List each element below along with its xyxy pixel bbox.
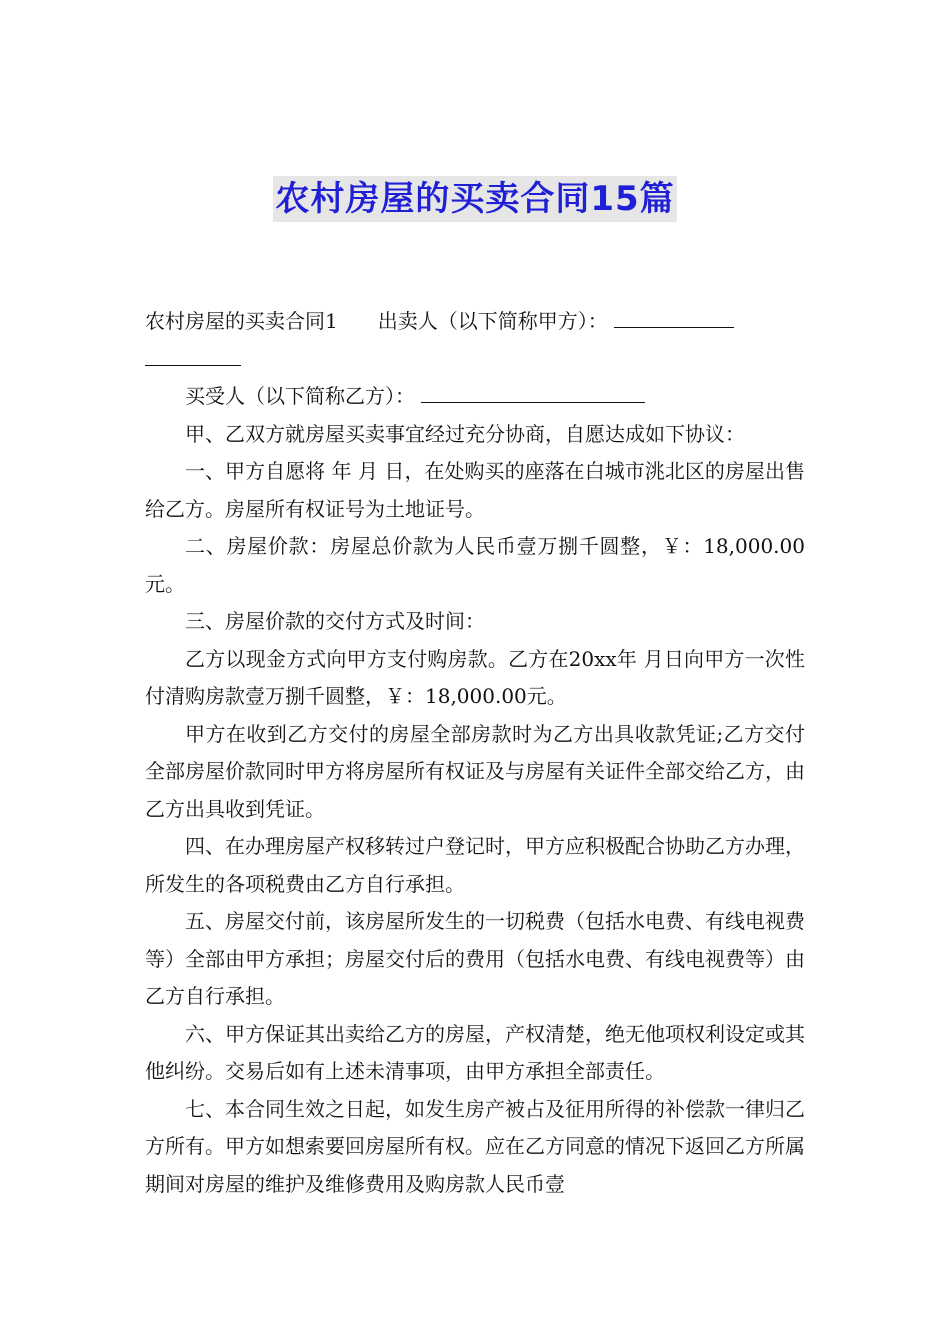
heading-line	[145, 303, 805, 378]
seller-blank-line-continued	[145, 343, 241, 366]
buyer-line	[145, 378, 805, 416]
buyer-blank-line	[421, 380, 645, 403]
paragraph-clause-4: 四、在办理房屋产权移转过户登记时，甲方应积极配合协助乙方办理，所发生的各项税费由乙方自行承担。	[145, 834, 805, 896]
contract-subtitle: 农村房屋的买卖合同1	[145, 309, 338, 333]
paragraph-clause-5: 五、房屋交付前，该房屋所发生的一切税费（包括水电费、有线电视费等）全部由甲方承担；房屋交付后的费用（包括水电费、有线电视费等）由乙方自行承担。	[145, 909, 805, 1008]
seller-label: 出卖人（以下简称甲方）：	[377, 309, 608, 333]
buyer-label: 买受人（以下简称乙方）：	[185, 384, 415, 408]
title-container	[0, 176, 950, 222]
paragraph-receipt: 甲方在收到乙方交付的房屋全部房款时为乙方出具收款凭证;乙方交付全部房屋价款同时甲方将房屋所有权证及与房屋有关证件全部交给乙方，由乙方出具收到凭证。	[145, 721, 805, 821]
document-body	[145, 303, 805, 1203]
paragraph-clause-1: 一、甲方自愿将 年 月 日，在处购买的座落在白城市洮北区的房屋出售给乙方。房屋所有权证号为土地证号。	[145, 459, 805, 521]
paragraph-clause-3: 三、房屋价款的交付方式及时间：	[185, 609, 485, 633]
document-title: 农村房屋的买卖合同15篇	[273, 176, 676, 222]
paragraph-payment: 乙方以现金方式向甲方支付购房款。乙方在20xx年 月日向甲方一次性付清购房款壹万捌千圆整，￥：18,000.00元。	[145, 646, 805, 708]
paragraph-clause-6: 六、甲方保证其出卖给乙方的房屋，产权清楚，绝无他项权利设定或其他纠纷。交易后如有上述未清事项，由甲方承担全部责任。	[145, 1021, 805, 1083]
paragraph-preamble: 甲、乙双方就房屋买卖事宜经过充分协商，自愿达成如下协议：	[185, 421, 745, 446]
paragraph-clause-7: 七、本合同生效之日起，如发生房产被占及征用所得的补偿款一律归乙方所有。甲方如想索要回房屋所有权。应在乙方同意的情况下返回乙方所属期间对房屋的维护及维修费用及购房款人民币壹	[145, 1096, 805, 1196]
seller-blank-line	[614, 305, 734, 328]
paragraph-clause-2: 二、房屋价款：房屋总价款为人民币壹万捌千圆整，￥：18,000.00元。	[145, 534, 805, 596]
